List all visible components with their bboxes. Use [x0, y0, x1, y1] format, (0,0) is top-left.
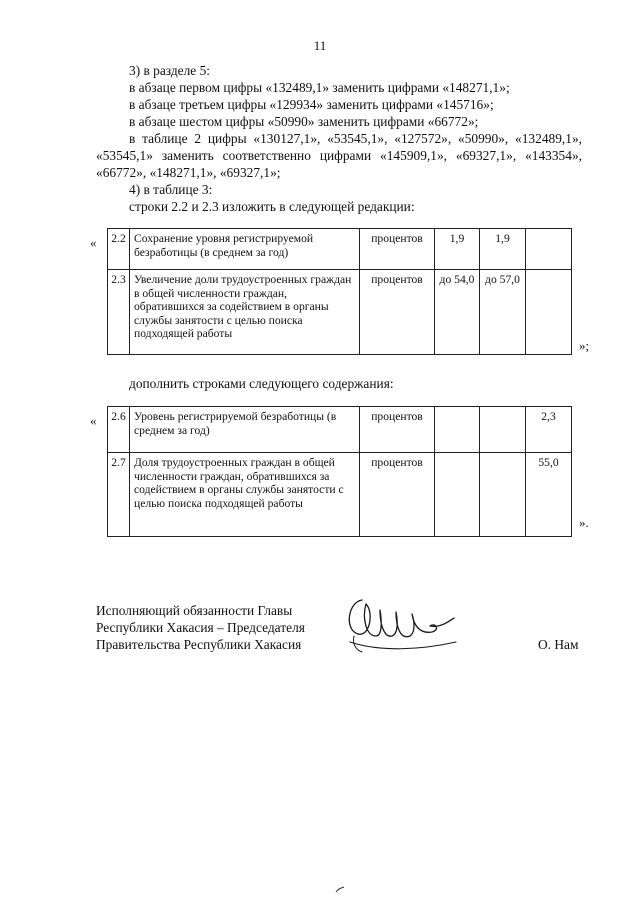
- replacement-table: [107, 228, 572, 355]
- row-number: 2.6: [108, 407, 130, 453]
- scan-mark: [334, 885, 346, 895]
- body-line-9: строки 2.2 и 2.3 изложить в следующей редакции:: [129, 199, 415, 214]
- row-value-1: до 54,0: [435, 270, 480, 355]
- row-value-2: [480, 453, 526, 537]
- table1-open-quote: «: [90, 235, 97, 250]
- row-unit: процентов: [360, 270, 435, 355]
- table-row: [108, 270, 572, 355]
- row-value-3: [526, 229, 572, 270]
- body-line-6: «53545,1» заменить соответственно цифрами «145909,1», «69327,1», «143354»,: [96, 148, 582, 163]
- row-number: 2.7: [108, 453, 130, 537]
- signer-title-line: Исполняющий обязанности Главы: [96, 603, 293, 618]
- row-value-1: 1,9: [435, 229, 480, 270]
- body-line-3: в абзаце третьем цифры «129934» заменить цифрами «145716»;: [129, 97, 494, 112]
- signer-title: [96, 602, 305, 653]
- row-value-3: 55,0: [526, 453, 572, 537]
- row-unit: процентов: [360, 407, 435, 453]
- row-value-1: [435, 453, 480, 537]
- row-value-2: 1,9: [480, 229, 526, 270]
- body-line-4: в абзаце шестом цифры «50990» заменить цифрами «66772»;: [129, 114, 479, 129]
- page-number: 11: [313, 38, 327, 53]
- row-value-3: 2,3: [526, 407, 572, 453]
- body-line-7: «66772», «148271,1», «69327,1»;: [96, 165, 281, 180]
- table2-close-quote: ».: [579, 515, 589, 530]
- signer-name: О. Нам: [538, 637, 579, 652]
- table2-open-quote: «: [90, 413, 97, 428]
- mid-text: дополнить строками следующего содержания:: [129, 376, 394, 391]
- row-value-1: [435, 407, 480, 453]
- signer-title-line: Правительства Республики Хакасия: [96, 637, 302, 652]
- body-line-5: в таблице 2 цифры «130127,1», «53545,1», «127572», «50990», «132489,1»,: [129, 131, 582, 146]
- row-unit: процентов: [360, 229, 435, 270]
- table-row: [108, 407, 572, 453]
- body-line-1: 3) в разделе 5:: [129, 63, 211, 78]
- row-indicator: Уровень регистрируемой безработицы (в среднем за год): [130, 407, 360, 453]
- body-line-8: 4) в таблице 3:: [129, 182, 213, 197]
- row-value-2: [480, 407, 526, 453]
- body-line-2: в абзаце первом цифры «132489,1» заменить цифрами «148271,1»;: [129, 80, 510, 95]
- table1-close-quote: »;: [579, 338, 590, 353]
- row-indicator: Сохранение уровня регистрируемой безработицы (в среднем за год): [130, 229, 360, 270]
- signer-title-line: Республики Хакасия – Председателя: [96, 620, 305, 635]
- table-row: [108, 229, 572, 270]
- row-number: 2.2: [108, 229, 130, 270]
- table-row: [108, 453, 572, 537]
- row-value-3: [526, 270, 572, 355]
- handwritten-signature: [340, 592, 460, 662]
- row-indicator: Увеличение доли трудоустроенных граждан в общей численности граждан, обратившихся за содействием в органы службы занятости с целью поиска подходящей работы: [130, 270, 360, 355]
- row-indicator: Доля трудоустроенных граждан в общей численности граждан, обратившихся за содействием в органы службы занятости с целью поиска подходящей работы: [130, 453, 360, 537]
- row-number: 2.3: [108, 270, 130, 355]
- row-unit: процентов: [360, 453, 435, 537]
- row-value-2: до 57,0: [480, 270, 526, 355]
- addition-table: [107, 406, 572, 537]
